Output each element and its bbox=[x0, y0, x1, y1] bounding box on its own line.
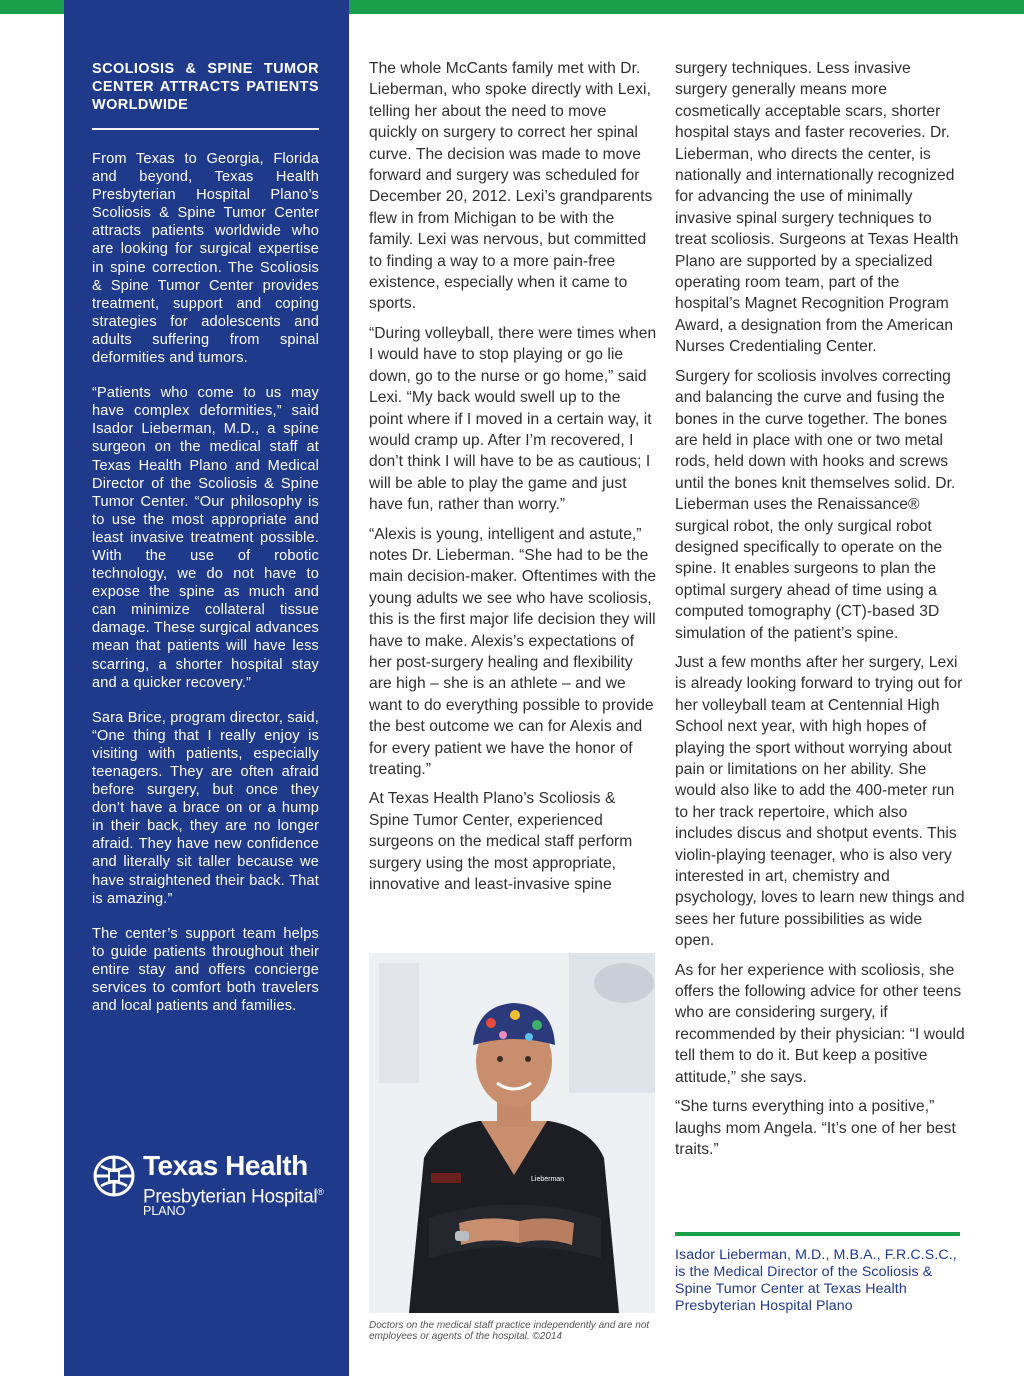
logo-name: Texas Health bbox=[143, 1150, 308, 1181]
sidebar-panel bbox=[64, 0, 349, 1376]
article-paragraph: At Texas Health Plano’s Scoliosis & Spine Tumor Center, experienced surgeons on the medical staff perform surgery using the most appropriate, innovative and least-invasive spine bbox=[369, 790, 633, 894]
sidebar-paragraph: Sara Brice, program director, said, “One thing that I really enjoy is visiting with patients, especially teenagers. They are often afraid before surgery, but once they don’t have a brace on or a hump in their back, they are no longer afraid. They have new confidence and literally sit taller because we have straightened their back. That is amazing.” bbox=[92, 709, 319, 907]
article-paragraph: “She turns everything into a positive,” laughs mom Angela. “It’s one of her best traits.” bbox=[675, 1098, 956, 1158]
article-paragraph: The whole McCants family met with Dr. Lieberman, who spoke directly with Lexi, telling her about the need to move quickly on surgery to correct her spinal curve. The decision was made to move forward and surgery was scheduled for December 20, 2012. Lexi’s grandparents flew in from Michigan to be with the family. Lexi was nervous, but committed to finding a way to a more pain-free existence, especially when it came to sports. bbox=[369, 60, 653, 313]
bio-divider bbox=[675, 1232, 960, 1236]
article-column-2 bbox=[675, 58, 965, 1168]
author-bio: Isador Lieberman, M.D., M.B.A., F.R.C.S.C., is the Medical Director of the Scoliosis & Spine Tumor Center at Texas Health Presbyterian Hospital Plano bbox=[675, 1247, 957, 1314]
hospital-logo bbox=[92, 1150, 332, 1220]
article-paragraph: surgery techniques. Less invasive surgery generally means more cosmetically acceptable scars, shorter hospital stays and faster recoveries. Dr. Lieberman, who directs the center, is nationally and internationally recognized for advancing the use of minimally invasive spinal surgery techniques to treat scoliosis. Surgeons at Texas Health Plano are supported by a specialized operating room team, part of the hospital’s Magnet Recognition Program Award, a designation from the American Nurses Credentialing Center. bbox=[675, 60, 959, 356]
scrub-name-tag: Lieberman bbox=[531, 1176, 565, 1183]
article-column-1 bbox=[369, 58, 657, 903]
article-paragraph: Just a few months after her surgery, Lexi is already looking forward to trying out for her volleyball team at Centennial High School next year, with high hopes of playing the sport without worrying about pain or limitations on her ability. She would also like to add the 400-meter run to her track repertoire, which also includes discus and shotput events. This violin-playing teenager, who is also very interested in art, chemistry and psychology, loves to learn new things and sees her future possibilities as wide open. bbox=[675, 653, 965, 950]
sidebar-paragraph: From Texas to Georgia, Florida and beyond, Texas Health Presbyterian Hospital Plano’s Scoliosis & Spine Tumor Center attracts patients worldwide who are looking for surgical expertise in spine correction. The Scoliosis & Spine Tumor Center provides treatment, support and coping strategies for adolescents and adults suffering from spinal deformities and tumors. bbox=[92, 151, 319, 367]
logo-subtitle-text: Presbyterian Hospital bbox=[143, 1186, 318, 1208]
article-paragraph: Surgery for scoliosis involves correcting and balancing the curve and fusing the bones in the curve together. The bones are held in place with one or two metal rods, held down with hooks and screws until the bones knit themselves solid. Dr. Lieberman uses the Renaissance® surgical robot, the only surgical robot designed specifically to operate on the spine. It enables surgeons to plan the optimal surgery ahead of time using a computed tomography (CT)-based 3D simulation of the patient’s spine. bbox=[675, 367, 956, 642]
surgeon-photo bbox=[369, 953, 655, 1313]
photo-caption: Doctors on the medical staff practice independently and are not employees or agents of the hospital. ©2014 bbox=[369, 1320, 650, 1342]
sidebar-paragraph: The center’s support team helps to guide patients throughout their entire stay and offers concierge services to comfort both travelers and local patients and families. bbox=[92, 925, 319, 1015]
article-paragraph: As for her experience with scoliosis, she offers the following advice for other teens who are considering surgery, if recommended by their physician: “I would tell them to do it. But keep a positive attitude,” she says. bbox=[675, 961, 965, 1086]
sidebar-content bbox=[92, 60, 319, 1032]
surgeon-portrait-image bbox=[369, 953, 655, 1313]
article-paragraph: “During volleyball, there were times when I would have to stop playing or go lie down, go to the nurse or go home,” said Lexi. “My back would swell up to the point where if I moved in a certain way, it would cramp up. After I’m recovered, I don’t think I will have to be as cautious; I will be able to play the game and just have fun, rather than worry.” bbox=[369, 324, 657, 514]
logo-city: PLANO bbox=[143, 1204, 186, 1218]
sidebar-paragraph: “Patients who come to us may have complex deformities,” said Isador Lieberman, M.D., a spine surgeon on the medical staff at Texas Health Plano and Medical Director of the Scoliosis & Spine Tumor Center. “Our philosophy is to use the most appropriate and least invasive treatment possible. With the use of robotic technology, we do not have to expose the spine as much and can minimize collateral tissue damage. These surgical advances mean that patients will have less scarring, a shorter hospital stay and a quicker recovery.” bbox=[92, 385, 319, 691]
hospital-emblem-icon bbox=[92, 1154, 136, 1198]
sidebar-headline: SCOLIOSIS & SPINE TUMOR CENTER ATTRACTS PATIENTS WORLDWIDE bbox=[92, 61, 319, 113]
logo-registered-mark: ® bbox=[317, 1187, 324, 1197]
sidebar-divider bbox=[92, 128, 319, 130]
article-paragraph: “Alexis is young, intelligent and astute,” notes Dr. Lieberman. “She had to be the main decision-maker. Oftentimes with the young adults we see who have scoliosis, this is the first major life decision they will have to make. Alexis’s expectations of her post-surgery healing and flexibility are high – she is an athlete – and we want to do everything possible to provide the best outcome we can for Alexis and for every patient we have the honor of treating.” bbox=[369, 525, 657, 778]
